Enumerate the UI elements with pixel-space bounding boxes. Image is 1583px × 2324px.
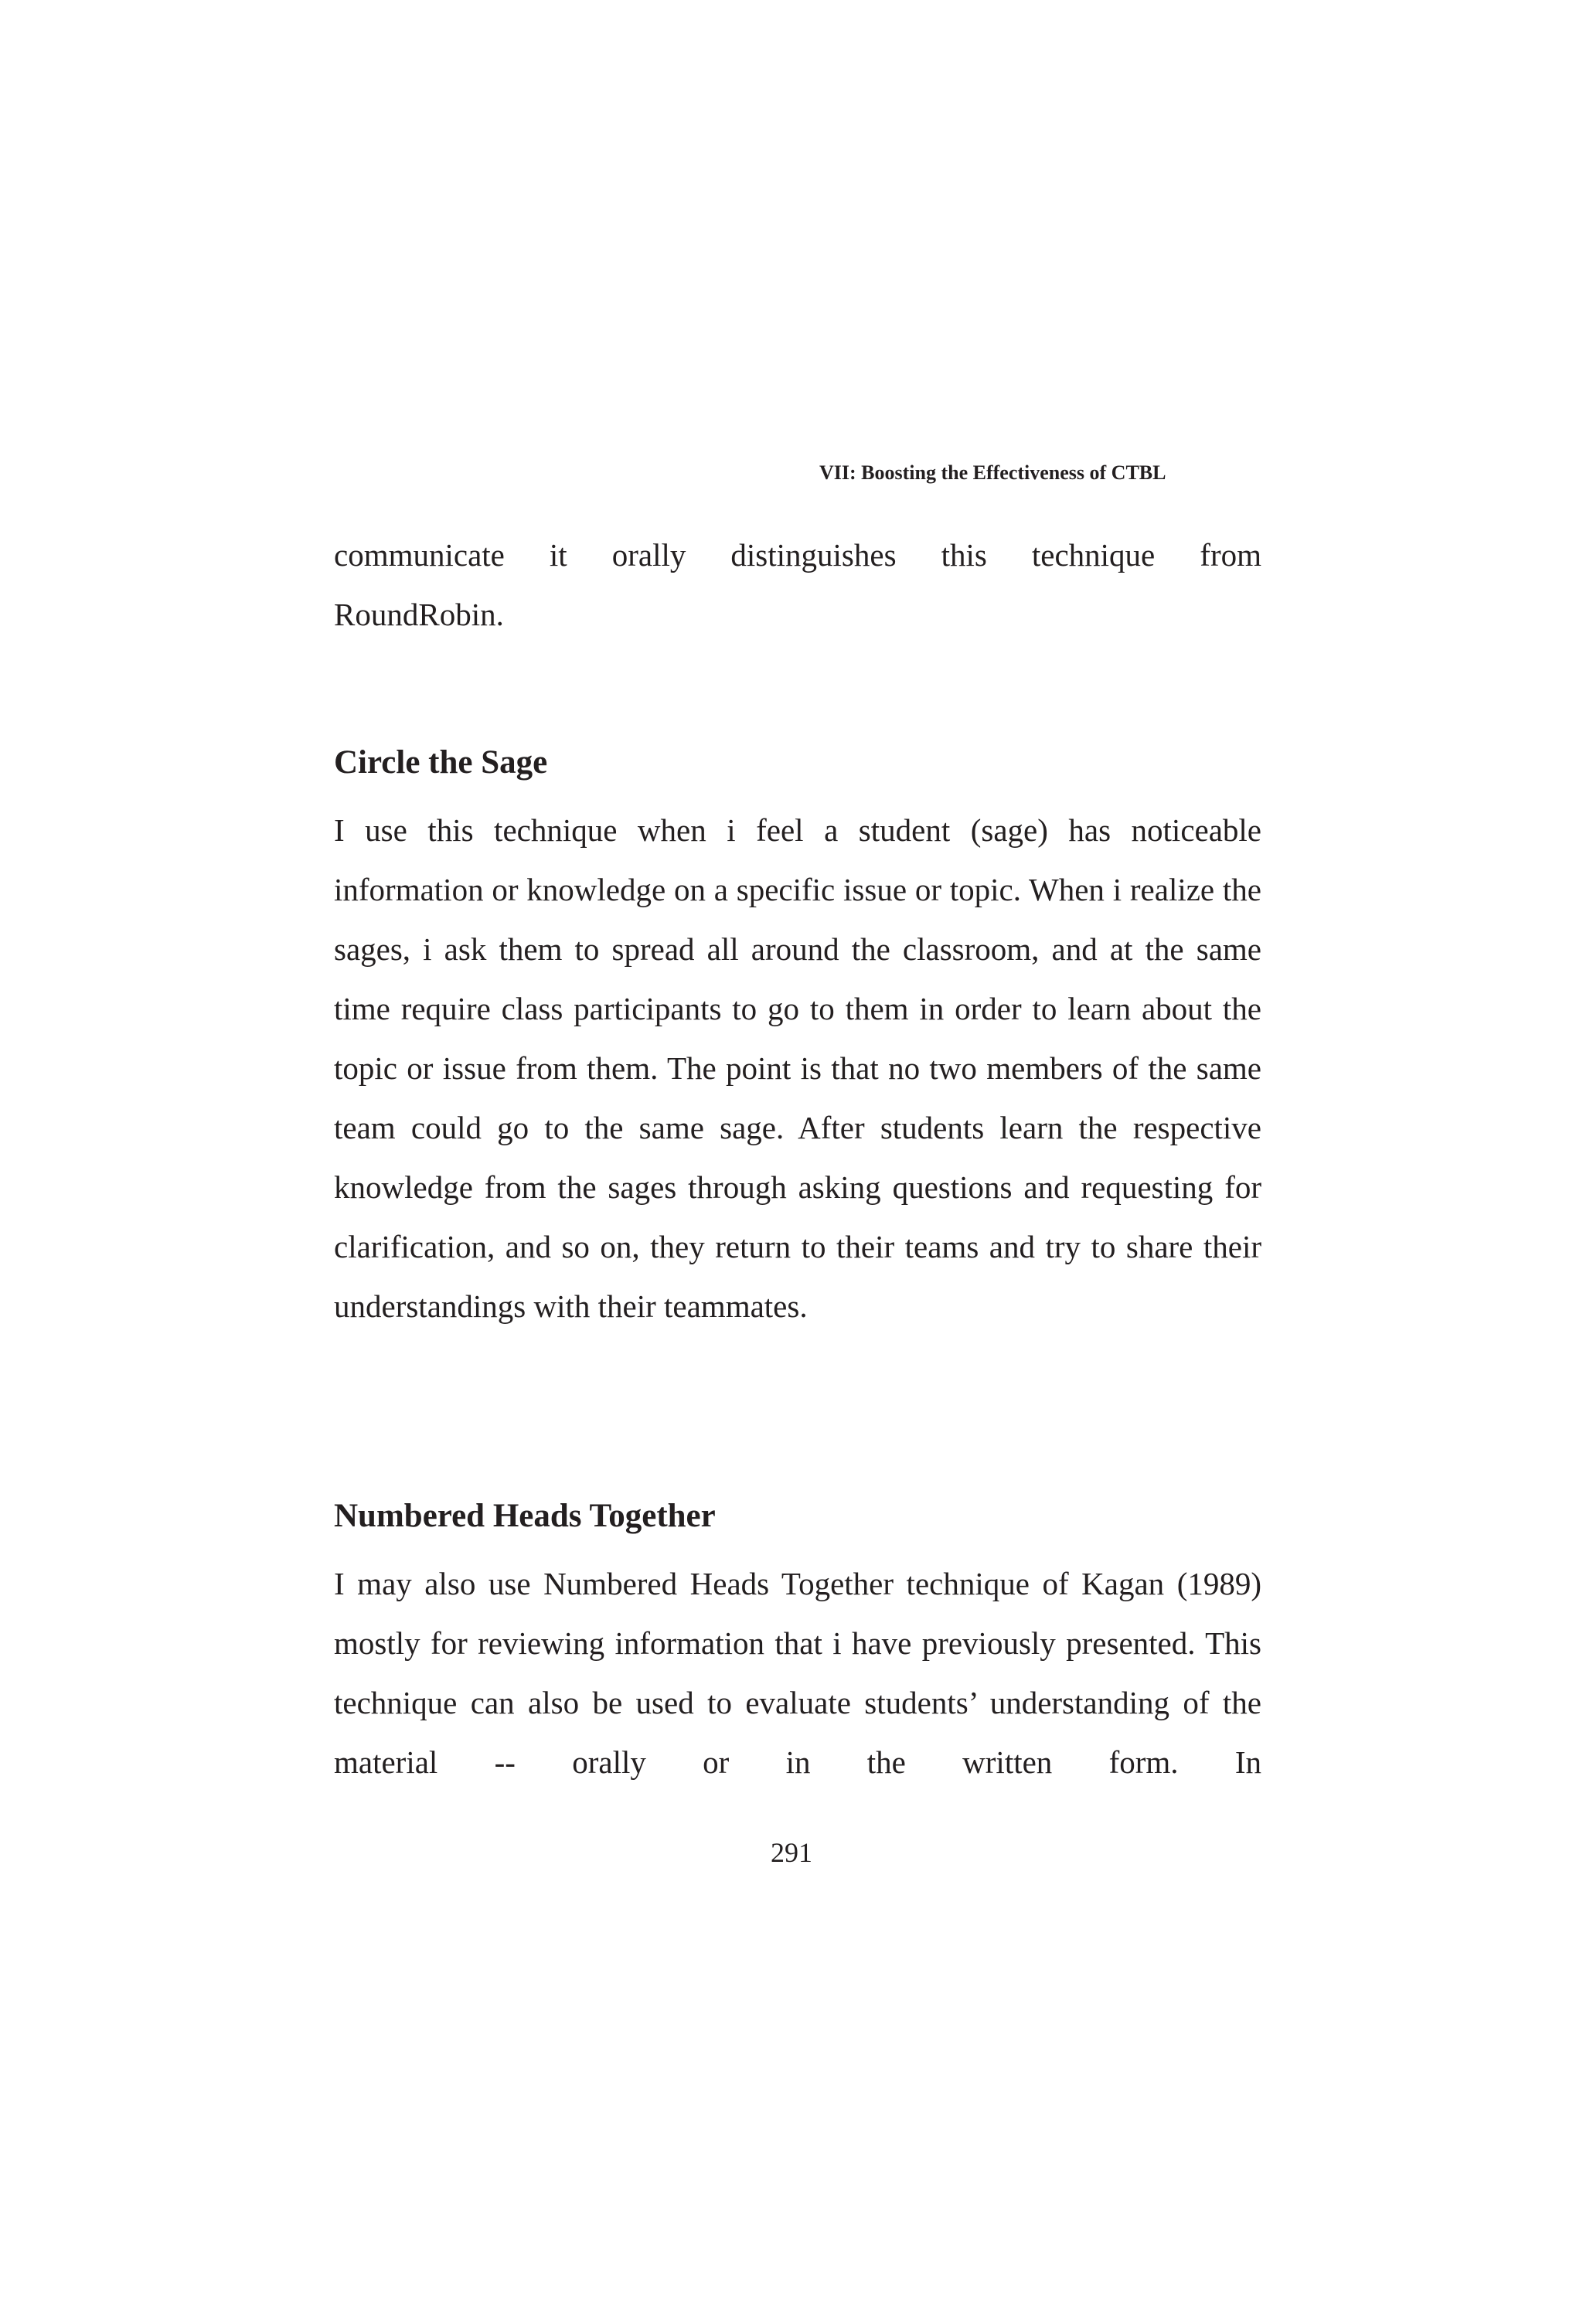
page-number: 291 <box>771 1837 812 1868</box>
continuation-paragraph <box>334 526 1261 645</box>
section-body-numbered-heads-together <box>334 1554 1261 1792</box>
section-heading-circle-the-sage: Circle the Sage <box>334 744 548 781</box>
running-head: VII: Boosting the Effectiveness of CTBL <box>819 461 1166 484</box>
continuation-line-2: RoundRobin. <box>334 597 504 632</box>
continuation-line-1: communicate it orally distinguishes this technique from <box>334 537 1261 573</box>
body-paragraph: I may also use Numbered Heads Together technique of Kagan (1989) mostly for reviewing information that i have previously presented. This technique can also be used to evaluate students’ understanding of the material -- orally or in the written form. In <box>334 1566 1261 1780</box>
section-body-circle-the-sage <box>334 801 1261 1336</box>
body-paragraph: I use this technique when i feel a student (sage) has noticeable information or knowledge on a specific issue or topic. When i realize the sages, i ask them to spread all around the classroom, and at the same time require class participants to go to them in order to learn about the topic or issue from them. The point is that no two members of the same team could go to the same sage. After students learn the respective knowledge from the sages through asking questions and requesting for clarification, and so on, they return to their teams and try to share their understandings with their teammates. <box>334 812 1261 1324</box>
section-heading-numbered-heads-together: Numbered Heads Together <box>334 1498 716 1534</box>
